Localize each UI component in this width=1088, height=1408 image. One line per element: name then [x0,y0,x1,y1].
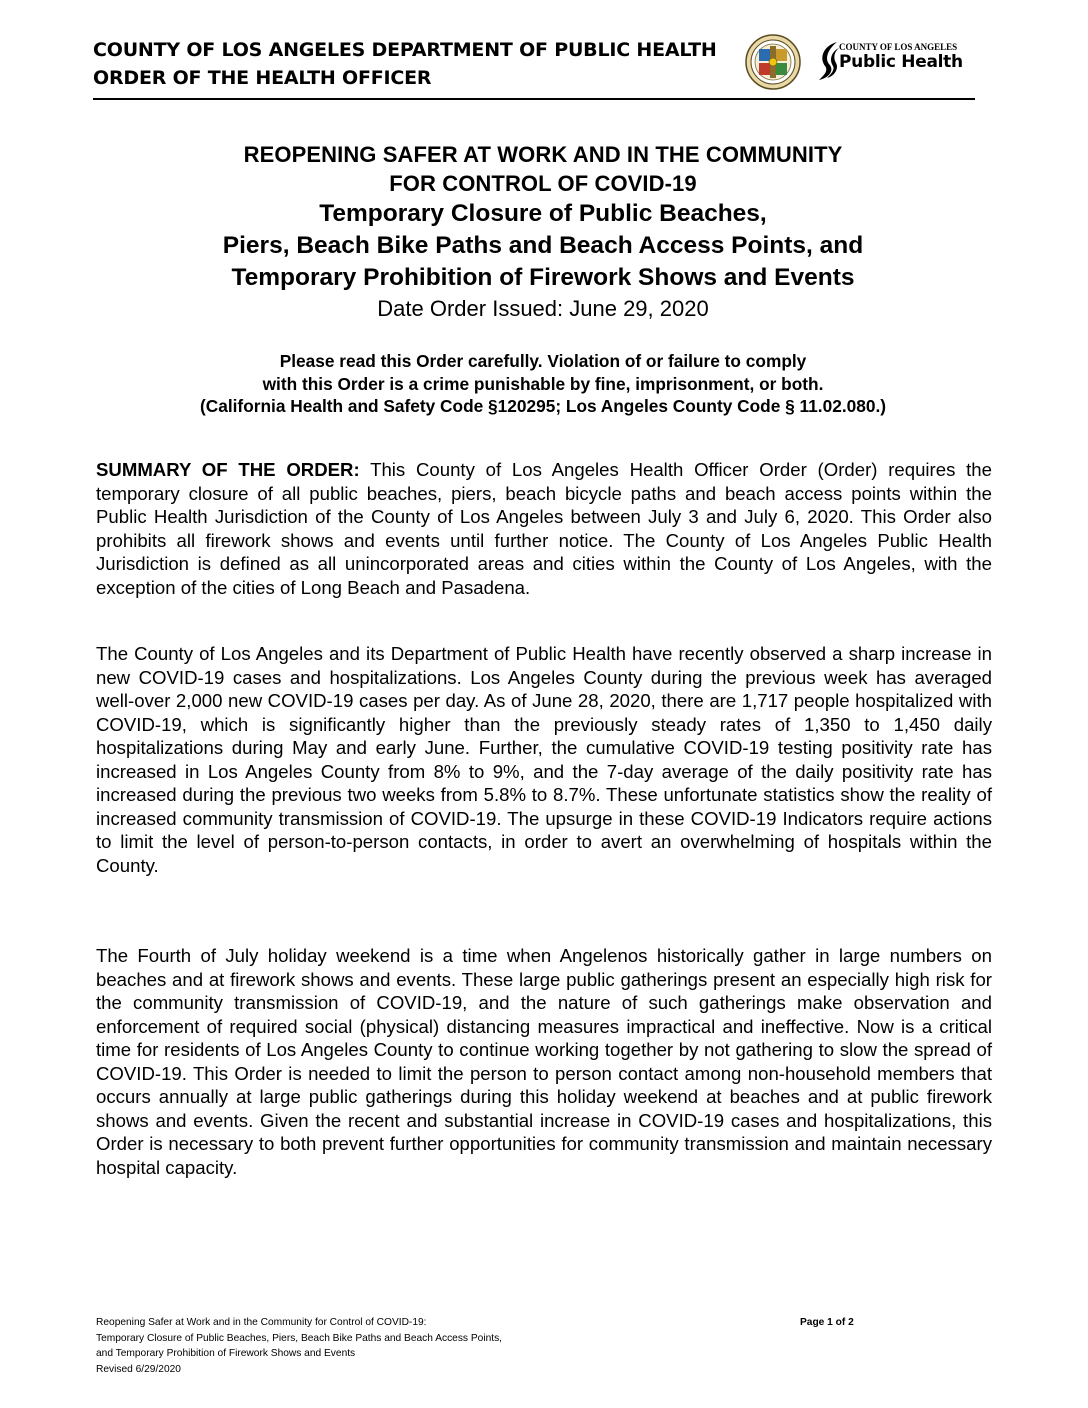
footer-line-3: and Temporary Prohibition of Firework Shows and Events [96,1348,356,1359]
legal-warning [93,350,993,418]
logo-county-text: COUNTY OF LOS ANGELES [839,42,958,52]
summary-text: This County of Los Angeles Health Officer Order (Order) requires the temporary closure of all public beaches, piers, beach bicycle paths and beach access points within the Public Health Jurisdiction of the County of Los Angeles between July 3 and July 6, 2020. This Order also prohibits all firework shows and events until further notice. The County of Los Angeles Public Health Jurisdiction is defined as all unincorporated areas and cities within the County of Los Angeles, with the exception of the cities of Long Beach and Pasadena. [96,459,992,598]
title-line-2: FOR CONTROL OF COVID-19 [389,171,697,196]
warning-line-3: (California Health and Safety Code §120295; Los Angeles County Code § 11.02.080.) [199,396,887,416]
title-line-5: Temporary Prohibition of Firework Shows and Events [231,264,855,291]
county-seal-icon [745,34,801,90]
footer-line-2: Temporary Closure of Public Beaches, Piers, Beach Bike Paths and Beach Access Points, [96,1332,503,1344]
title-line-1: REOPENING SAFER AT WORK AND IN THE COMMUNITY [243,142,843,167]
summary-paragraph [96,458,992,599]
header-department: COUNTY OF LOS ANGELES DEPARTMENT OF PUBLIC HEALTH [93,39,717,61]
issue-date: Date Order Issued: June 29, 2020 [377,296,709,321]
document-footer [96,1315,896,1377]
logo-public-health-text: Public Health [839,52,963,72]
footer-line-1: Reopening Safer at Work and in the Community for Control of COVID-19: [96,1317,427,1328]
public-health-logo [817,40,967,82]
warning-line-1: Please read this Order carefully. Violation of or failure to comply [279,351,807,371]
rationale-paragraph: The Fourth of July holiday weekend is a time when Angelenos historically gather in large numbers on beaches and at firework shows and events. These large public gatherings present an especially high risk for the community transmission of COVID-19, and the nature of such gatherings make observation and enforcement of required social (physical) distancing measures impractical and ineffective. Now is a critical time for residents of Los Angeles County to continue working together by not gathering to slow the spread of COVID-19. This Order is needed to limit the person to person contact among non-household members that occurs annually at large public gatherings during this holiday weekend at beaches and at public firework shows and events. Given the recent and substantial increase in COVID-19 cases and hospitalizations, this Order is necessary to both prevent further opportunities for community transmission and maintain necessary hospital capacity. [96,945,992,1178]
page-number: Page 1 of 2 [800,1317,854,1328]
header-order-type: ORDER OF THE HEALTH OFFICER [93,67,432,89]
title-line-4: Piers, Beach Bike Paths and Beach Access Points, and [222,232,864,259]
warning-line-2: with this Order is a crime punishable by fine, imprisonment, or both. [262,373,824,394]
footer-revised: Revised 6/29/2020 [96,1363,181,1375]
document-header [93,36,975,100]
order-title [93,140,993,324]
summary-label: SUMMARY OF THE ORDER: [96,459,360,480]
title-line-3: Temporary Closure of Public Beaches, [319,200,767,227]
statistics-paragraph: The County of Los Angeles and its Department of Public Health have recently observed a sharp increase in new COVID-19 cases and hospitalizations. Los Angeles County during the previous week has averaged well-over 2,000 new COVID-19 cases per day. As of June 28, 2020, there are 1,717 people hospitalized with COVID-19, which is significantly higher than the previously steady rates of 1,350 to 1,450 daily hospitalizations during May and early June. Further, the cumulative COVID-19 testing positivity rate has increased in Los Angeles County from 8% to 9%, and the 7-day average of the daily positivity rate has increased during the previous two weeks from 5.8% to 8.7%. These unfortunate statistics show the reality of increased community transmission of COVID-19. The upsurge in these COVID-19 Indicators require actions to limit the level of person-to-person contacts, in order to avert an overwhelming of hospitals within the County. [96,643,992,876]
